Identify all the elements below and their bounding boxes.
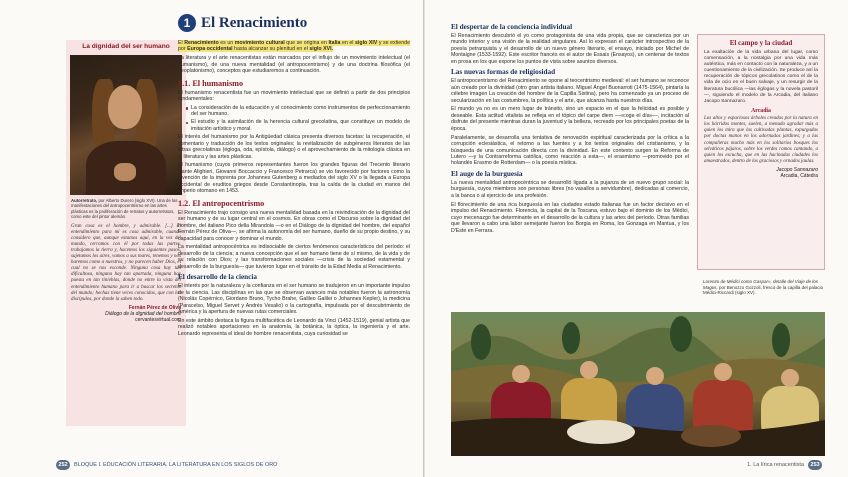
- left-footer: [56, 459, 281, 471]
- intro-paragraph-2: La literatura y el arte renacentistas están marcados por el influjo de un movimiento intelectual (el humanismo), de una nueva mentalidad (el antropocentrismo) y de una doctrina filosófica (el neoplatonismo), conceptos que estudiaremos a continuación.: [178, 55, 410, 75]
- left-main-column: [178, 40, 410, 340]
- sidebar-title: La dignidad del ser humano: [82, 43, 170, 50]
- campo-ciudad-box: [697, 34, 825, 270]
- arcadia-subtitle: Arcadia: [751, 107, 771, 114]
- section-burguesia-title: El auge de la burguesía: [451, 169, 523, 178]
- chapter-number-badge: 1: [178, 14, 196, 32]
- campo-ciudad-title: El campo y la ciudad: [729, 39, 793, 47]
- right-page: [424, 0, 848, 477]
- religiosidad-paragraph-1: El antropocentrismo del Renacimiento se opone al teocentrismo medieval: el ser humano se reconoce aún creado por la divinidad (otro gran artista italiano, Miguel Ángel Buonarroti (1475-1564), pintaría la célebre imagen La creación del hombre de la Capilla Sixtina), pero ha comenzado ya un proceso de secularización en las costumbres, la política y el arte, que alcanza hasta nuestros días.: [451, 78, 689, 104]
- section-conciencia-title: El despertar de la conciencia individual: [451, 23, 573, 31]
- section-antropocentrismo-title: 1.2. El antropocentrismo: [178, 198, 265, 208]
- religiosidad-paragraph-2: El mundo ya no es un mero lugar de tránsito, sino un espacio en el que la felicidad es posible y deseable. Esta actitud vitalista se refleja en el tópico del carpe diem —«coge el día»—, incitación al disfrute del presente mientras duran la juventud y la belleza, recreado por los principales poetas de la época.: [451, 106, 689, 132]
- section-humanismo-title: 1.1. El humanismo: [178, 78, 244, 88]
- durero-portrait-image: [70, 55, 182, 195]
- campo-ciudad-text: La exaltación de la vida urbana del lugar, como comensación, a la nostalgia por una vida más auténtica, más en contacto con la naturaleza, y a un cuestionamiento de la civilización. Se produce así la recuperación de tópicos grecolatinos como el de la vida de ocio en el buen salvaje, y un resurgir de la literatura bucólica —las églogas y la novela pastoril—, siguiendo el modelo de la Arcadia, del italiano Jacopo Sannazaro.: [704, 50, 818, 104]
- list-item: El estudio y la asimilación de la herencia cultural grecolatina, que constituye un modelo de imitación artístico y moral.: [186, 119, 410, 132]
- intro-paragraph: El Renacimiento es un movimiento cultural que se origina en Italia en el siglo XIV y se extiende por Europa occidental hasta alcanzar su plenitud en el siglo XVI.: [178, 40, 410, 53]
- antropocentrismo-paragraph-2: La mentalidad antropocéntrica es indisociable de ciertos fenómenos característicos del período: el desarrollo de la ciencia; a nueva concepción que el ser humano tiene de sí mismo, de la vida y de su relación con Dios; y las transformaciones sociales —crisis de la sociedad estamental y desarrollo de la burguesía— que tuvieron lugar en el tránsito de la Edad Media al Renacimiento.: [178, 244, 410, 270]
- chapter-title: El Renacimiento: [201, 14, 308, 31]
- fresco-illustration: [451, 312, 825, 456]
- painting-caption: Lorenzo de Médici como Gaspar», detalle del Viaje de los Magos, por Benozzo Gozzoli, fresco de la capilla del palacio Médici-Riccardi (siglo XV).: [703, 279, 824, 296]
- footer-block-title: BLOQUE I. EDUCACIÓN LITERARIA. LA LITERATURA EN LOS SIGLOS DE ORO: [74, 462, 278, 468]
- ciencia-paragraph-1: El interés por la naturaleza y la confianza en el ser humano se tradujeron en un importante impulso de la ciencia. Las disciplinas en las que se observan avances más notables fueron la astronomía (Nicolás Copérnico, Giordano Bruno, Tycho Brahe, Galileo Galilei o Johannes Kepler), la medicina (Paracelso, Miguel Servet y Andrés Vesalio) o la cartografía, impulsada por el descubrimiento de América y la apertura de nuevas rutas comerciales.: [178, 283, 410, 316]
- sidebar-author: Fernán Pérez de Oliva Diálogo de la dignidad del hombre cervantesvirtual.com: [105, 304, 181, 323]
- ciencia-paragraph-2: En este ámbito destaca la figura multifacética de Leonardo da Vinci (1452-1519), genial artista que realizó notables aportaciones en la anatomía, la botánica, la óptica, la ingeniería y el arte. Leonardo representa el ideal de hombre renacentista, cuya curiosidad se: [178, 317, 410, 337]
- sidebar-dignity: [66, 40, 186, 426]
- chapter-heading: [178, 14, 307, 32]
- arcadia-author: Jacopo Sannazaro Arcadia, Cátedra: [776, 167, 818, 180]
- sidebar-quote: Gran cosa es el hombre, y admirable. [...] El entendimiento para mí es cosa admirable, cuando considero que, aunque estamos aquí, en la vez del mundo, cerramos con él por todas las partes, trabajamos la tierra y, hacemos los siguientes pasos, sujetamos los aires, vamos a sus mares, tenemos y nos haremos como a nuestros, y no parecen haber Dios, el cual no se nos esconde. Ninguna cosa hay tan dificultosa, ninguna hay tan apartada, ninguna hay puesta en tan tinieblas, donde no entre la vista del entendimiento humano para ir a buscar los secretos del mundo; hechas tiene veces conocidas, que con los discípulos, por donde la saben todo.: [71, 223, 181, 302]
- humanismo-paragraph-2: El interés del humanismo por la Antigüedad clásica presenta diversos facetas: la recuperación, el comentario y traducción de los textos originales; la revitalización de subgéneros literarios de las letras grecolatinas (égloga, oda, epístola, diálogo) o el aprovechamiento de la mitología clásica en la literatura y las artes plásticas.: [178, 134, 410, 160]
- humanismo-paragraph-1: El humanismo renacentista fue un movimiento intelectual que se definió a partir de dos principios fundamentales:: [178, 89, 410, 103]
- burguesia-paragraph-1: La nueva mentalidad antropocéntrica se desarrolló ligada a la pujanza de un nuevo grupo social: la burguesía, cuyos miembros son personas libres (no vasallos a servidumbre), dedicadas al comercio, a la banca o al ejercicio de una profesión.: [451, 179, 689, 199]
- page-number-right: 253: [808, 460, 822, 470]
- antropocentrismo-paragraph-1: El Renacimiento trajo consigo una nueva mentalidad basada en la reivindicación de la dignidad del ser humano y de su lugar central en el cosmos. En obras como el Discurso sobre la dignidad del hombre, del italiano Pico della Mirandola —o en el Diálogo de la dignidad del hombre, del español Fernán Pérez de Oliva—, se afirma la autonomía del ser humano, dueño de su propio destino, y su capacidad para conocer y dominar el mundo.: [178, 209, 410, 242]
- religiosidad-paragraph-3: Paralelamente, se desarrolla una tentativa de renovación espiritual caracterizada por la crítica a la corrupción eclesiástica, el retorno a las fuentes y a los textos originales del cristianismo, y la búsqueda de una comunicación directa con la divinidad. En este contexto surgen la Reforma de Lutero —y la Contrarreforma católica, como reacción a esta—, el erasmismo —promovido por el holandés Erasmo de Rotterdam— o la poesía mística.: [451, 134, 689, 167]
- arcadia-quote: Los altos y espaciosos árboles creados por la natura en los hórridos montes, suelen, a menudo agradar más a quien los mira que las cultivadas plantas, expurgadas por doctas manos en los adornados jardines; y a las compañeras mucho más en los solitarios bosques los selváticos pájaros, sobre los verdes ramos cantando, a quien los escucha, que en las hacinadas ciudades los amaestrados, dentro de los graciosos y ornados jaulas.: [704, 115, 818, 165]
- list-item: La consideración de la educación y el conocimiento como instrumentos de perfeccionamiento del ser humano.: [186, 105, 410, 118]
- page-number-left: 252: [56, 460, 70, 470]
- burguesia-paragraph-2: El florecimiento de una rica burguesía en las ciudades estado italianas fue un factor decisivo en el impulso del Renacimiento. Florencia, la capital de la Toscana, estuvo bajo el dominio de los Médici, cuyo mecenazgo fue determinante en el desarrollo de la cultura y las artes del período. Otras familias que llevaron a cabo una labor semejante fueron los Borgia en Roma, los Gonzaga en Mantua, y los D'Este en Ferrara.: [451, 201, 689, 234]
- humanismo-principles-list: [186, 105, 410, 132]
- portrait-caption: Autorretrato, por Alberto Durero (siglo XVI). Una de las manifestaciones del antropocentrismo en las artes plásticas es la proliferación de retratos y autorretratos, como este del pintor alemán.: [71, 198, 178, 220]
- section-ciencia-title: El desarrollo de la ciencia: [178, 273, 257, 282]
- gozzoli-fresco-image: [451, 312, 825, 456]
- right-main-column: [451, 20, 689, 236]
- humanismo-paragraph-3: El humanismo (cuyos primeros representantes fueron los grandes figuras del Trecento literario Dante Alighieri, Giovanni Boccaccio y Francesco Petrarca) se vio favorecido por factores como la invención de la imprenta por Johannes Gutenberg a mediados del siglo XV o la llegada a Europa occidental de eruditos griegos desde Constantinopla, tras la caída de la ciudad en manos del Imperio otomano en 1453.: [178, 162, 410, 195]
- right-footer: [743, 459, 822, 471]
- conciencia-paragraph: El Renacimiento descubrió el yo como protagonista de una vida propia, que se caracteriza por un mundo interior y una visión de la realidad singulares. Así lo expresan el carácter introspectivo de la poesía petrarquista y el desarrollo de un nuevo género literario, el ensayo, iniciado por Michel de Montaigne (1533-1592). Este escritor francés es el autor de Essais (Ensayos), un centenar de textos en prosa en los que expone los puntos de vista sobre asuntos diversos.: [451, 33, 689, 65]
- section-religiosidad-title: Las nuevas formas de religiosidad: [451, 68, 556, 77]
- footer-unit-title: 1. La lírica renacentista: [747, 462, 804, 468]
